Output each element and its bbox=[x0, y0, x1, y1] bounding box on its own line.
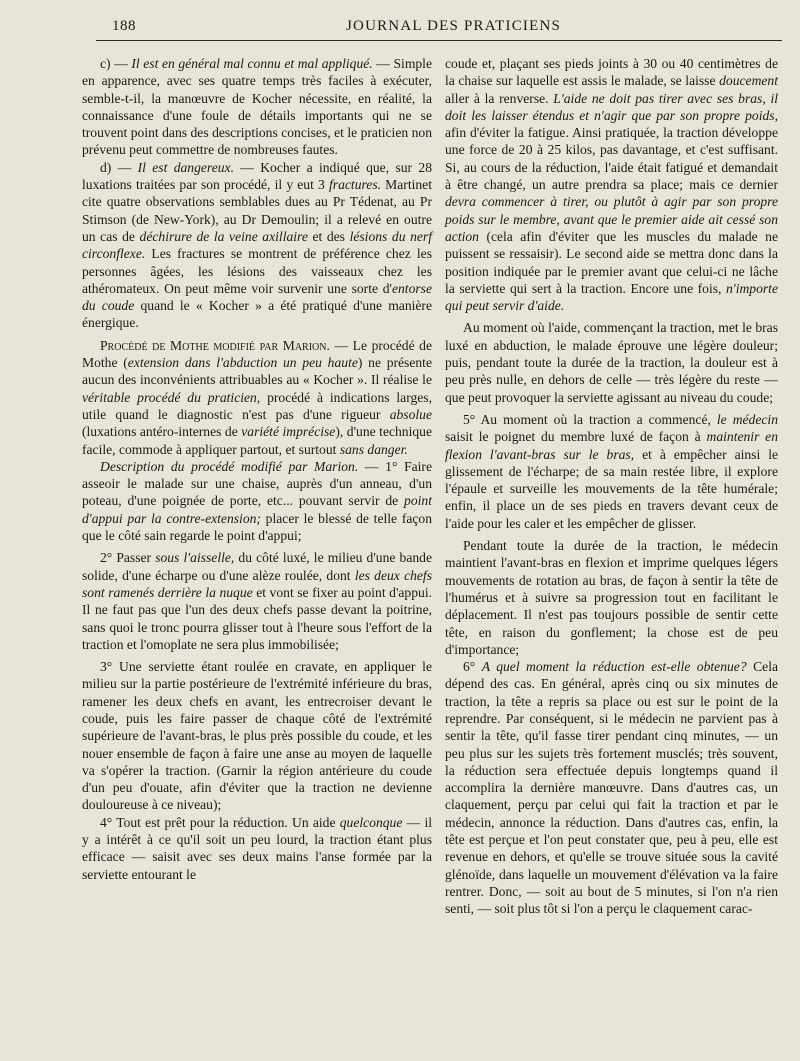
italic-text: fractures. bbox=[329, 177, 382, 193]
italic-text: le médecin bbox=[716, 411, 778, 427]
text-run: Les fractures se montrent de préférence chez les personnes âgées, les lésions des vaisseaux chez les athéromateux. On peut même voir survenir une sorte d' bbox=[82, 246, 432, 296]
text-run: Pendant toute la durée de la traction, le médecin maintient l'avant-bras en flexion et imprime quelques légers mouvements de rotation au bras, de façon à sentir la tête de l'humérus et à suivre sa progression tout en facilitant le déplacement. Il n'est pas toujours possible de sentir cette tête, en raison du gonflement; la chose est de peu d'importance; bbox=[445, 538, 778, 657]
text-run: et des bbox=[307, 228, 350, 244]
page-number: 188 bbox=[112, 18, 136, 34]
italic-text: Il est en général mal connu et mal appliqué. bbox=[131, 56, 373, 71]
text-run: afin d'éviter la fatigue. Ainsi pratiquée, la traction développe une force de 20 à 25 kilos, pas davantage, et c'est suffisant. Si, au cours de la réduction, l'aide était fatigué et demandait à être changé, un autre prendra sa place; mais ce dernier bbox=[445, 125, 778, 193]
text-run: Martinet cite quatre observations semblables dues au Pr Tédenat, au Pr Stimson (de New-York), au Dr Demoulin; il a relevé en outre un cas de bbox=[82, 177, 432, 244]
paragraph bbox=[82, 658, 432, 814]
italic-text: déchirure de la veine axillaire bbox=[139, 228, 308, 244]
italic-text: entorse du coude bbox=[82, 280, 432, 314]
italic-text: devra commencer à tirer, ou plutôt à agir par son propre poids sur le membre, avant que le premier aide ait cessé son action bbox=[445, 194, 778, 244]
text-run: 4° Tout est prêt pour la réduction. Un aide bbox=[100, 814, 340, 830]
text-run: coude et, plaçant ses pieds joints à 30 ou 40 centimètres de la chaise sur laquelle est assis le malade, se laisse bbox=[445, 56, 778, 89]
italic-text: les deux chefs sont ramenés derrière la nuque bbox=[82, 567, 432, 600]
text-run: 2° Passer bbox=[100, 550, 156, 566]
text-run: 6° bbox=[463, 659, 482, 675]
text-run: — Le procédé de Mothe ( bbox=[82, 337, 433, 371]
paragraph bbox=[82, 337, 432, 458]
paragraph bbox=[445, 411, 778, 532]
italic-text: variété imprécise bbox=[241, 424, 336, 440]
italic-text: maintenir en flexion l'avant-bras sur le bras, bbox=[445, 429, 779, 462]
text-run: d) — bbox=[100, 159, 138, 175]
text-run: (luxations antéro-internes de bbox=[82, 424, 242, 440]
italic-text: L'aide ne doit pas tirer avec ses bras, il doit les laisser étendus et n'agir que par son propre poids, bbox=[445, 90, 778, 123]
text-run: c) — bbox=[100, 56, 132, 71]
italic-text: point d'appui par la contre-extension; bbox=[82, 493, 432, 526]
text-run: Cela dépend des cas. En général, après cinq ou six minutes de traction, la tête a repris sa place ou est sur le point de la reprendre. Par conséquent, si le médecin ne parvient pas à sentir la tête, qu'il fasse tirer pendant cinq minutes, — un peu plus sur les sujets très fortement musclés; très souvent, la réduction sera effectuée depuis longtemps quand il accomplira la dernière manœuvre. Dans d'autres cas, un claquement, perçu par celui qui fait la traction et par le médecin, annonce la réduction. Dans d'autres cas, enfin, la tête est perçue et l'on peut constater que, peu à peu, elle est revenue en dehors, et qu'elle se trouve située sous la cavité glénoïde, dans laquelle un mouvement d'élévation va la faire rentrer. Donc, — soit au bout de 5 minutes, si l'on n'a rien senti, — soit plus tôt si l'on a perçu le claquement carac- bbox=[445, 659, 779, 917]
right-column bbox=[445, 55, 778, 918]
italic-text: extension dans l'abduction un peu haute bbox=[127, 355, 358, 371]
text-run: 5° Au moment où la traction a commencé, bbox=[463, 411, 717, 427]
text-run: Au moment où l'aide, commençant la traction, met le bras luxé en abduction, le malade éprouve une légère douleur; puis, pendant toute la durée de la traction, la douleur est à peu près nulle, en dehors de celle — très légère du reste — que peut provoquer la serviette agissant au niveau du coude; bbox=[445, 320, 778, 405]
text-run: — Kocher a indiqué que, sur 28 luxations traitées par son procédé, il y eut 3 bbox=[82, 159, 432, 193]
text-run: et à empêcher ainsi le glissement de l'écharpe; de sa main restée libre, il explore l'épaule et surveille les mouvements de la tête humérale; enfin, il place un de ses pieds en travers devant ceux de l'aide pour les caler et les empêcher de glisser. bbox=[445, 446, 778, 531]
italic-text: doucement bbox=[719, 73, 778, 89]
italic-text: Description du procédé modifié par Marion. bbox=[100, 458, 359, 474]
text-run: ), d'une technique facile, commode à appliquer partout, et surtout bbox=[82, 424, 433, 457]
paragraph bbox=[82, 458, 432, 544]
text-run: du côté luxé, le milieu d'une bande solide, d'une écharpe ou d'une alèze roulée, dont bbox=[82, 550, 432, 583]
text-run: — il y a intérêt à ce qu'il soit un peu lourd, la traction étant plus efficace — saisit avec ses deux mains l'anse formée par la serviette entourant le bbox=[82, 814, 432, 882]
paragraph bbox=[82, 549, 432, 653]
paragraph bbox=[82, 55, 432, 159]
left-column bbox=[82, 55, 432, 883]
text-run: aller à la renverse. bbox=[445, 90, 554, 106]
paragraph bbox=[445, 537, 778, 658]
text-run: — 1° Faire asseoir le malade sur une chaise, auprès d'un anneau, d'un poteau, d'une poignée de porte, etc... pouvant servir de bbox=[82, 458, 432, 509]
italic-text: quelconque bbox=[339, 814, 403, 830]
paragraph bbox=[445, 658, 778, 917]
paragraph bbox=[445, 319, 778, 405]
text-run: placer le blessé de telle façon que le côté sain regarde le point d'appui; bbox=[82, 510, 433, 544]
italic-text: Il est dangereux. bbox=[137, 159, 234, 175]
section-run-in-heading: Procédé de Mothe modifié par Marion. bbox=[100, 337, 330, 353]
text-run: 3° Une serviette étant roulée en cravate, en appliquer le milieu sur la partie postérieure de l'extrémité inférieure du bras, ramener les deux chefs en avant, les entrecroiser devant le coude, puis les faire passer de chaque côté de l'extrémité supérieure de l'avant-bras, le plus près possible du coude, et les nouer ensemble de façon à faire une anse au moyen de laquelle va s'opérer la traction. (Garnir la région antérieure du coude d'un peu d'ouate, afin d'éviter que la traction ne devienne douloureuse à ce niveau); bbox=[82, 659, 432, 813]
text-run: — Simple en apparence, avec ses quatre temps très faciles à exécuter, semble-t-il, la manœuvre de Kocher nécessite, en réalité, la connaissance d'une foule de détails importants qui ne se trouvent point dans des descriptions concises, et le praticien non prévenu peut commettre de nombreuses fautes. bbox=[82, 56, 432, 158]
text-run: (cela afin d'éviter que les muscles du malade ne puissent se ressaisir). Le second aide se mettra donc dans la position indiquée par le premier avant que celui-ci ne lâche la serviette qui sert à la traction. Encore une fois, bbox=[445, 228, 778, 296]
journal-title: JOURNAL DES PRATICIENS bbox=[346, 18, 562, 34]
italic-text: véritable procédé du praticien, bbox=[82, 389, 261, 405]
italic-text: lésions du nerf circonflexe. bbox=[82, 228, 432, 262]
italic-text: sous l'aisselle, bbox=[155, 550, 235, 566]
paragraph bbox=[82, 159, 432, 332]
italic-text: n'importe qui peut servir d'aide. bbox=[445, 280, 778, 314]
paragraph bbox=[445, 55, 778, 314]
text-run: ) ne présente aucun des inconvénients attribuables au « Kocher ». Il réalise le bbox=[82, 355, 432, 388]
page-header bbox=[96, 10, 782, 41]
italic-text: A quel moment la réduction est-elle obtenue? bbox=[481, 659, 747, 675]
italic-text: absolue bbox=[389, 406, 432, 422]
paragraph bbox=[82, 814, 432, 883]
text-run: et vont se fixer au point d'appui. Il ne faut pas que l'un des deux chefs passe devant la poitrine, sans quoi le tronc pourra glisser tout à l'heure sous l'effort de la traction et l'omoplate ne sera plus immobilisée; bbox=[82, 584, 432, 652]
text-run: procédé à indications larges, utile quand le diagnostic n'est pas d'une rigueur bbox=[82, 389, 432, 422]
text-run: saisit le poignet du membre luxé de façon à bbox=[445, 429, 707, 445]
text-run: quand le « Kocher » a été pratiqué d'une manière énergique. bbox=[82, 298, 432, 331]
italic-text: sans danger. bbox=[339, 441, 408, 457]
